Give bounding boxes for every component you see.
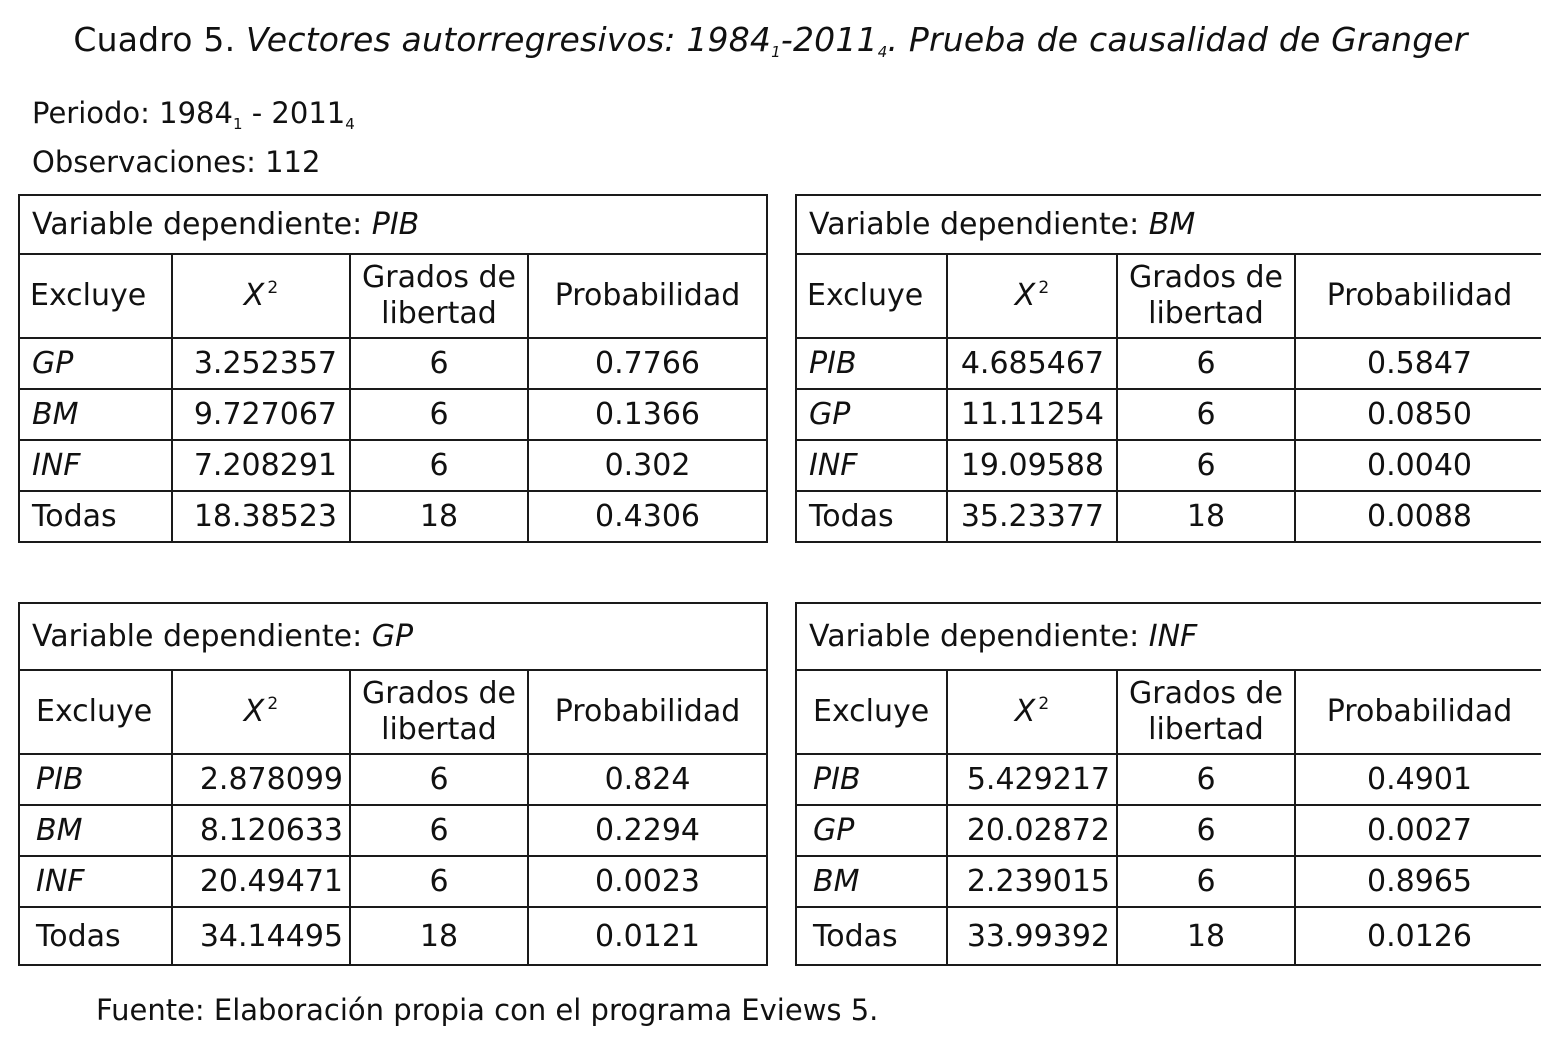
prob-cell: 0.0088 xyxy=(1295,491,1541,542)
chi2-cell: 4.685467 xyxy=(947,338,1117,389)
prob-cell: 0.2294 xyxy=(528,805,767,856)
table-row xyxy=(796,440,1541,491)
prob-cell: 0.0040 xyxy=(1295,440,1541,491)
gl-cell: 6 xyxy=(350,389,528,440)
gl-cell: 6 xyxy=(350,856,528,907)
excluye-cell: INF xyxy=(19,856,172,907)
excluye-cell: PIB xyxy=(19,754,172,805)
chi2-cell: 9.727067 xyxy=(172,389,350,440)
column-header-row xyxy=(796,254,1541,338)
chi2-cell: 19.09588 xyxy=(947,440,1117,491)
table-row xyxy=(19,856,767,907)
excluye-cell: BM xyxy=(19,805,172,856)
col-chi2: X $^2$ xyxy=(172,254,350,338)
table-row-total xyxy=(796,907,1541,965)
col-probabilidad: Probabilidad xyxy=(528,254,767,338)
col-chi2: X $^2$ xyxy=(947,254,1117,338)
chi2-cell: 3.252357 xyxy=(172,338,350,389)
excluye-cell: GP xyxy=(796,389,947,440)
table-dependent-inf xyxy=(795,602,1541,966)
chi2-cell: 33.99392 xyxy=(947,907,1117,965)
excluye-cell: INF xyxy=(796,440,947,491)
chi2-cell: 7.208291 xyxy=(172,440,350,491)
prob-cell: 0.7766 xyxy=(528,338,767,389)
prob-cell: 0.8965 xyxy=(1295,856,1541,907)
column-header-row xyxy=(19,254,767,338)
col-excluye: Excluye xyxy=(19,254,172,338)
table-row xyxy=(796,856,1541,907)
prob-cell: 0.0121 xyxy=(528,907,767,965)
column-header-row xyxy=(19,670,767,754)
table-row-total xyxy=(19,907,767,965)
chi2-cell: 2.239015 xyxy=(947,856,1117,907)
chi2-cell: 20.49471 xyxy=(172,856,350,907)
prob-cell: 0.1366 xyxy=(528,389,767,440)
gl-cell: 6 xyxy=(350,805,528,856)
gl-cell: 6 xyxy=(1117,440,1295,491)
table-row-total xyxy=(796,491,1541,542)
column-header-row xyxy=(796,670,1541,754)
table-dependent-bm xyxy=(795,194,1541,543)
col-grados: Grados de libertad xyxy=(350,254,528,338)
col-probabilidad: Probabilidad xyxy=(528,670,767,754)
excluye-cell: BM xyxy=(19,389,172,440)
col-excluye: Excluye xyxy=(796,670,947,754)
table-row xyxy=(796,389,1541,440)
excluye-cell: GP xyxy=(19,338,172,389)
excluye-cell: Todas xyxy=(796,907,947,965)
chi2-cell: 34.14495 xyxy=(172,907,350,965)
table-row xyxy=(19,389,767,440)
prob-cell: 0.5847 xyxy=(1295,338,1541,389)
gl-cell: 6 xyxy=(1117,856,1295,907)
table-row xyxy=(796,805,1541,856)
excluye-cell: INF xyxy=(19,440,172,491)
table-header-row xyxy=(19,603,767,670)
chi2-cell: 35.23377 xyxy=(947,491,1117,542)
prob-cell: 0.302 xyxy=(528,440,767,491)
prob-cell: 0.0027 xyxy=(1295,805,1541,856)
table-row xyxy=(796,754,1541,805)
col-chi2: X $^2$ xyxy=(172,670,350,754)
excluye-cell: PIB xyxy=(796,338,947,389)
chi2-cell: 11.11254 xyxy=(947,389,1117,440)
dependent-variable-heading: Variable dependiente: PIB xyxy=(19,195,767,254)
prob-cell: 0.0023 xyxy=(528,856,767,907)
prob-cell: 0.4901 xyxy=(1295,754,1541,805)
table-row xyxy=(19,805,767,856)
col-grados: Grados de libertad xyxy=(1117,670,1295,754)
table-header-row xyxy=(796,603,1541,670)
col-excluye: Excluye xyxy=(796,254,947,338)
dependent-variable-heading: Variable dependiente: INF xyxy=(796,603,1541,670)
dependent-variable-heading: Variable dependiente: GP xyxy=(19,603,767,670)
gl-cell: 18 xyxy=(350,907,528,965)
observaciones-line: Observaciones: 112 xyxy=(32,145,321,179)
table-row xyxy=(19,440,767,491)
col-grados: Grados de libertad xyxy=(350,670,528,754)
chi2-cell: 2.878099 xyxy=(172,754,350,805)
chi2-cell: 8.120633 xyxy=(172,805,350,856)
table-header-row xyxy=(796,195,1541,254)
col-probabilidad: Probabilidad xyxy=(1295,670,1541,754)
source-note: Fuente: Elaboración propia con el programa Eviews 5. xyxy=(96,993,879,1027)
excluye-cell: Todas xyxy=(19,491,172,542)
gl-cell: 6 xyxy=(350,754,528,805)
gl-cell: 6 xyxy=(350,338,528,389)
excluye-cell: BM xyxy=(796,856,947,907)
gl-cell: 18 xyxy=(1117,907,1295,965)
excluye-cell: GP xyxy=(796,805,947,856)
gl-cell: 6 xyxy=(1117,754,1295,805)
excluye-cell: PIB xyxy=(796,754,947,805)
gl-cell: 18 xyxy=(1117,491,1295,542)
table-row xyxy=(19,338,767,389)
dependent-variable-heading: Variable dependiente: BM xyxy=(796,195,1541,254)
periodo-line: Periodo: $1984_1 - 2011_4$ xyxy=(32,96,355,133)
chi2-cell: 5.429217 xyxy=(947,754,1117,805)
gl-cell: 6 xyxy=(1117,805,1295,856)
prob-cell: 0.0850 xyxy=(1295,389,1541,440)
chi2-cell: 20.02872 xyxy=(947,805,1117,856)
gl-cell: 6 xyxy=(1117,338,1295,389)
excluye-cell: Todas xyxy=(796,491,947,542)
table-dependent-gp xyxy=(18,602,768,966)
table-caption: Cuadro 5. Vectores autorregresivos: $1984_1-2011_4$. Prueba de causalidad de Granger xyxy=(73,20,1468,61)
table-header-row xyxy=(19,195,767,254)
chi2-cell: 18.38523 xyxy=(172,491,350,542)
prob-cell: 0.4306 xyxy=(528,491,767,542)
gl-cell: 6 xyxy=(1117,389,1295,440)
col-grados: Grados de libertad xyxy=(1117,254,1295,338)
prob-cell: 0.0126 xyxy=(1295,907,1541,965)
gl-cell: 6 xyxy=(350,440,528,491)
prob-cell: 0.824 xyxy=(528,754,767,805)
table-row-total xyxy=(19,491,767,542)
table-row xyxy=(796,338,1541,389)
col-excluye: Excluye xyxy=(19,670,172,754)
col-chi2: X $^2$ xyxy=(947,670,1117,754)
excluye-cell: Todas xyxy=(19,907,172,965)
table-row xyxy=(19,754,767,805)
col-probabilidad: Probabilidad xyxy=(1295,254,1541,338)
gl-cell: 18 xyxy=(350,491,528,542)
table-dependent-pib xyxy=(18,194,768,543)
